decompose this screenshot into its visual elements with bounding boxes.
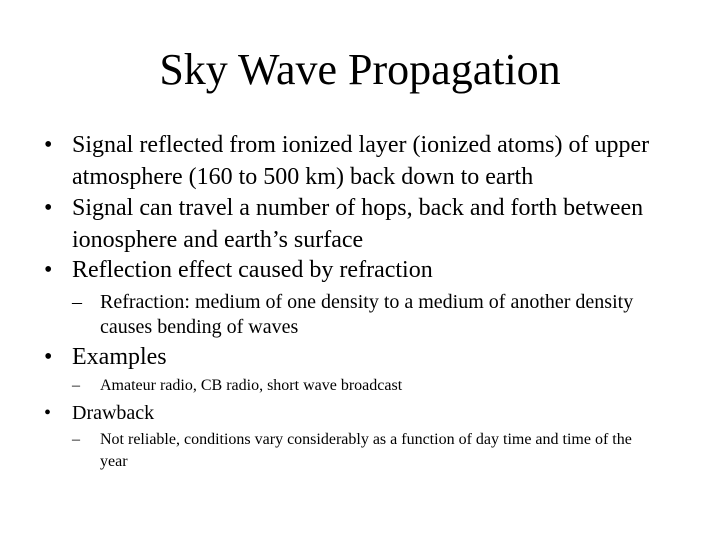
- bullet-item: [44, 342, 674, 374]
- bullet-icon: •: [44, 402, 52, 424]
- bullet-text: Examples: [72, 344, 167, 370]
- bullet-text: Signal reflected from ionized layer (ionized atoms) of upper atmosphere (160 to 500 km) back down to earth: [72, 132, 650, 190]
- bullet-item: [44, 255, 674, 287]
- bullet-icon: •: [44, 344, 53, 370]
- sub-bullet-text: Not reliable, conditions vary considerably as a function of day time and time of the year: [100, 431, 632, 470]
- bullet-item: [44, 400, 674, 426]
- bullet-text: Reflection effect caused by refraction: [72, 257, 433, 283]
- sub-bullet-item: [72, 290, 672, 340]
- bullet-text: Signal can travel a number of hops, back and forth between ionosphere and earth’s surface: [72, 195, 644, 253]
- bullet-icon: •: [44, 132, 53, 158]
- dash-icon: –: [72, 431, 80, 448]
- sub-bullet-item: [72, 429, 662, 473]
- sub-bullet-text: Refraction: medium of one density to a medium of another density causes bending of waves: [100, 291, 634, 338]
- bullet-icon: •: [44, 195, 53, 221]
- sub-bullet-text: Amateur radio, CB radio, short wave broadcast: [100, 377, 403, 394]
- bullet-item: [44, 130, 674, 193]
- sub-bullet-item: [72, 375, 672, 397]
- slide-title: Sky Wave Propagation: [159, 45, 561, 94]
- bullet-icon: •: [44, 257, 53, 283]
- bullet-text: Drawback: [72, 402, 155, 424]
- bullet-item: [44, 193, 674, 256]
- dash-icon: –: [72, 291, 82, 313]
- dash-icon: –: [72, 377, 80, 394]
